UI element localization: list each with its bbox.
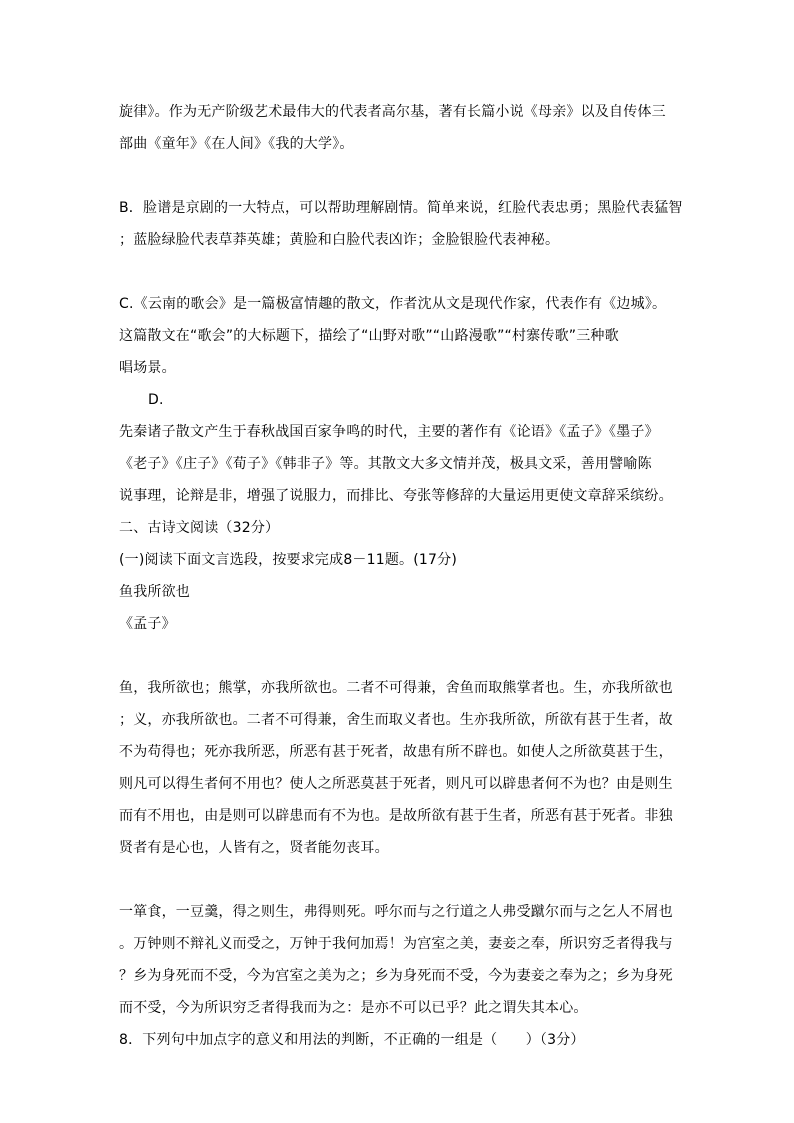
text-line: ；蓝脸绿脸代表草莽英雄；黄脸和白脸代表凶诈；金脸银脸代表神秘。 (119, 232, 560, 248)
section-two (119, 512, 679, 640)
text-line: 先秦诸子散文产生于春秋战国百家争鸣的时代，主要的著作有《论语》《孟子》《墨子》 (119, 424, 659, 440)
blank-line (119, 256, 679, 288)
text-line: 部曲《童年》《在人间》《我的大学》。 (119, 136, 354, 152)
text-line: ？乡为身死而不受，今为宫室之美为之；乡为身死而不受，今为妻妾之奉为之；乡为身死 (119, 968, 673, 984)
paragraph-c (119, 288, 679, 384)
text-line: 。万钟则不辩礼义而受之，万钟于我何加焉！为宫室之美，妻妾之奉，所识穷乏者得我与 (119, 936, 673, 952)
text-line: 而不受，今为所识穷乏者得我而为之：是亦不可以已乎？此之谓失其本心。 (119, 1000, 588, 1016)
passage-paragraph-2 (119, 896, 679, 1024)
blank-line (119, 160, 679, 192)
text-line: 旋律》。作为无产阶级艺术最伟大的代表者高尔基，著有长篇小说《母亲》以及自传体三 (119, 104, 666, 120)
passage-paragraph-1 (119, 672, 679, 864)
text-line: 贤者有是心也，人皆有之，贤者能勿丧耳。 (119, 840, 389, 856)
text-line: 不为苟得也；死亦我所恶，所恶有甚于死者，故患有所不辟也。如使人之所欲莫甚于生， (119, 744, 673, 760)
text-line: ；义，亦我所欲也。二者不可得兼，舍生而取义者也。生亦我所欲，所欲有甚于生者，故 (119, 712, 673, 728)
text-line: C.《云南的歌会》是一篇极富情趣的散文，作者沈从文是现代作家，代表作有《边城》。 (119, 296, 667, 312)
text-line: 唱场景。 (119, 360, 176, 376)
section-heading: 二、古诗文阅读（32分） (119, 520, 280, 536)
passage-title: 鱼我所欲也 (119, 584, 190, 600)
question-8: 8．下列句中加点字的意义和用法的判断，不正确的一组是（ ）（3分） (119, 1032, 585, 1048)
text-line: B．脸谱是京剧的一大特点，可以帮助理解剧情。简单来说，红脸代表忠勇；黑脸代表猛智 (119, 200, 683, 216)
text-line: 一箪食，一豆羹，得之则生，弗得则死。呼尔而与之行道之人弗受蹴尔而与之乞人不屑也 (119, 904, 673, 920)
text-line: 《老子》《庄子》《荀子》《韩非子》等。其散文大多文情并茂，极具文采，善用譬喻陈 (119, 456, 652, 472)
blank-line (119, 864, 679, 896)
text-line: 这篇散文在“歌会”的大标题下，描绘了“山野对歌”“山路漫歌”“村寨传歌”三种歌 (119, 328, 619, 344)
option-d-label: D. (148, 392, 164, 408)
section-subheading: (一)阅读下面文言选段，按要求完成8－11题。(17分) (119, 552, 457, 568)
passage-author: 《孟子》 (119, 616, 176, 632)
blank-line (119, 640, 679, 672)
paragraph-d (119, 384, 679, 512)
text-line: 说事理，论辩是非，增强了说服力，而排比、夸张等修辞的大量运用更使文章辞采缤纷。 (119, 488, 673, 504)
text-line: 鱼，我所欲也；熊掌，亦我所欲也。二者不可得兼，舍鱼而取熊掌者也。生，亦我所欲也 (119, 680, 673, 696)
text-line: 则凡可以得生者何不用也？使人之所恶莫甚于死者，则凡可以辟患者何不为也？由是则生 (119, 776, 673, 792)
text-line: 而有不用也，由是则可以辟患而有不为也。是故所欲有甚于生者，所恶有甚于死者。非独 (119, 808, 673, 824)
document-page (119, 96, 683, 1056)
paragraph-a (119, 96, 679, 160)
paragraph-b (119, 192, 683, 256)
